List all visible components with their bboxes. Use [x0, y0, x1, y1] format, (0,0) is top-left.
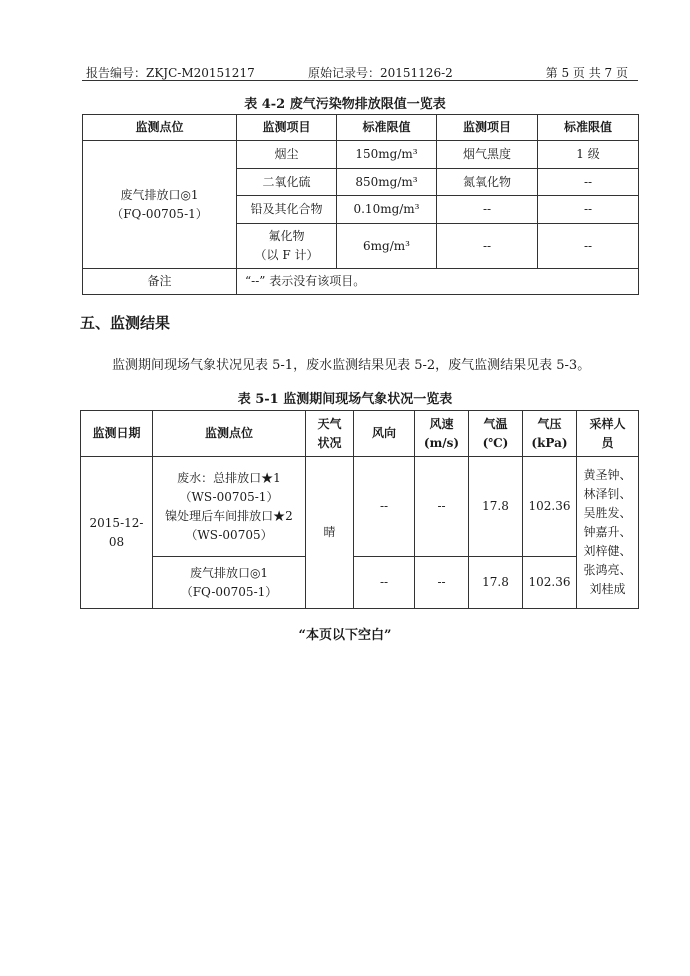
item-cell: 二氧化硫 [237, 169, 337, 196]
sampler-name: 张鸿亮、 [583, 563, 632, 577]
sampler-name: 刘桂成 [589, 582, 626, 596]
table-header-row [81, 411, 639, 457]
header-wind-speed-line2: (m/s) [423, 435, 460, 450]
sampler-name: 吴胜发、 [583, 506, 632, 520]
table-5-1-caption: 表 5-1 监测期间现场气象状况一览表 [237, 392, 453, 407]
header-weather-line1: 天气 [317, 416, 342, 431]
header-item: 监测项目 [237, 115, 337, 141]
item-cell: 烟气黑度 [437, 141, 538, 169]
note-label: 备注 [83, 269, 237, 295]
temperature-cell: 17.8 [469, 457, 523, 557]
location-line: 废水：总排放口★1 [177, 470, 281, 485]
table-row [81, 457, 639, 557]
fluoride-label: 氟化物 [268, 229, 305, 243]
header-wind-direction: 风向 [354, 411, 415, 457]
header-limit: 标准限值 [538, 115, 639, 141]
limit-cell: 6mg/m³ [337, 224, 437, 269]
item-cell: 烟尘 [237, 141, 337, 169]
header-item: 监测项目 [437, 115, 538, 141]
header-weather-line2: 状况 [317, 435, 342, 450]
header-limit: 标准限值 [337, 115, 437, 141]
section-paragraph: 监测期间现场气象状况见表 5-1，废水监测结果见表 5-2，废气监测结果见表 5-3。 [112, 358, 591, 373]
limit-cell: 0.10mg/m³ [337, 196, 437, 224]
note-row [83, 269, 639, 295]
limit-cell: 1 级 [538, 141, 639, 169]
pressure-cell: 102.36 [523, 457, 577, 557]
blank-page-note: “本页以下空白” [298, 628, 392, 643]
location-cell [83, 141, 237, 269]
limit-cell: 150mg/m³ [337, 141, 437, 169]
header-pressure [523, 411, 577, 457]
item-cell: -- [437, 224, 538, 269]
sampler-name: 刘梓健、 [583, 544, 632, 558]
location-line: （WS-00705） [185, 527, 273, 542]
header-sampler-line2: 员 [601, 435, 614, 450]
table-4-2-caption: 表 4-2 废气污染物排放限值一览表 [244, 97, 446, 112]
report-number: 报告编号：ZKJC-M20151217 [86, 66, 255, 80]
wind-speed-cell: -- [415, 457, 469, 557]
header-temperature-line2: (℃) [482, 435, 509, 450]
item-cell: -- [437, 196, 538, 224]
table-row [83, 141, 639, 169]
item-cell: 氮氧化物 [437, 169, 538, 196]
limit-cell: 850mg/m³ [337, 169, 437, 196]
wind-speed-cell: -- [415, 557, 469, 609]
header-wind-speed-line1: 风速 [429, 416, 454, 431]
header-date: 监测日期 [81, 411, 153, 457]
location-line: 废气排放口◎1 [189, 565, 269, 580]
date-cell: 2015-12-08 [81, 457, 153, 609]
location-cell [153, 557, 306, 609]
header-temperature [469, 411, 523, 457]
sampler-cell [577, 457, 639, 609]
table-header-row [83, 115, 639, 141]
sampler-name: 林泽钊、 [583, 487, 632, 501]
location-line: （FQ-00705-1） [180, 584, 278, 599]
location-name: 废气排放口◎1 [120, 187, 199, 202]
header-location: 监测点位 [153, 411, 306, 457]
emission-limits-table [82, 114, 639, 295]
note-text: “--” 表示没有该项目。 [237, 269, 639, 295]
location-cell [153, 457, 306, 557]
pressure-cell: 102.36 [523, 557, 577, 609]
header-weather [306, 411, 354, 457]
temperature-cell: 17.8 [469, 557, 523, 609]
location-code: （FQ-00705-1） [111, 206, 208, 221]
fluoride-qualifier: （以 F 计） [254, 248, 319, 262]
weather-conditions-table [80, 410, 639, 609]
limit-cell: -- [538, 224, 639, 269]
weather-cell: 晴 [306, 457, 354, 609]
record-number: 原始记录号：20151126-2 [308, 66, 453, 80]
sampler-name: 黄圣钟、 [583, 468, 632, 482]
header-sampler [577, 411, 639, 457]
item-cell [237, 224, 337, 269]
header-sampler-line1: 采样人 [589, 416, 626, 431]
location-line: （WS-00705-1） [179, 489, 279, 504]
sampler-name: 钟嘉升、 [583, 525, 632, 539]
header-wind-speed [415, 411, 469, 457]
wind-direction-cell: -- [354, 457, 415, 557]
header-temperature-line1: 气温 [483, 416, 508, 431]
page-number: 第 5 页 共 7 页 [545, 66, 628, 80]
item-cell: 铅及其化合物 [237, 196, 337, 224]
wind-direction-cell: -- [354, 557, 415, 609]
location-line: 镍处理后车间排放口★2 [165, 508, 293, 523]
section-title: 五、监测结果 [80, 314, 171, 332]
limit-cell: -- [538, 169, 639, 196]
header-pressure-line1: 气压 [537, 416, 562, 431]
table-row [81, 557, 639, 609]
page-header [82, 62, 638, 81]
header-location: 监测点位 [83, 115, 237, 141]
header-pressure-line2: (kPa) [531, 435, 568, 450]
limit-cell: -- [538, 196, 639, 224]
